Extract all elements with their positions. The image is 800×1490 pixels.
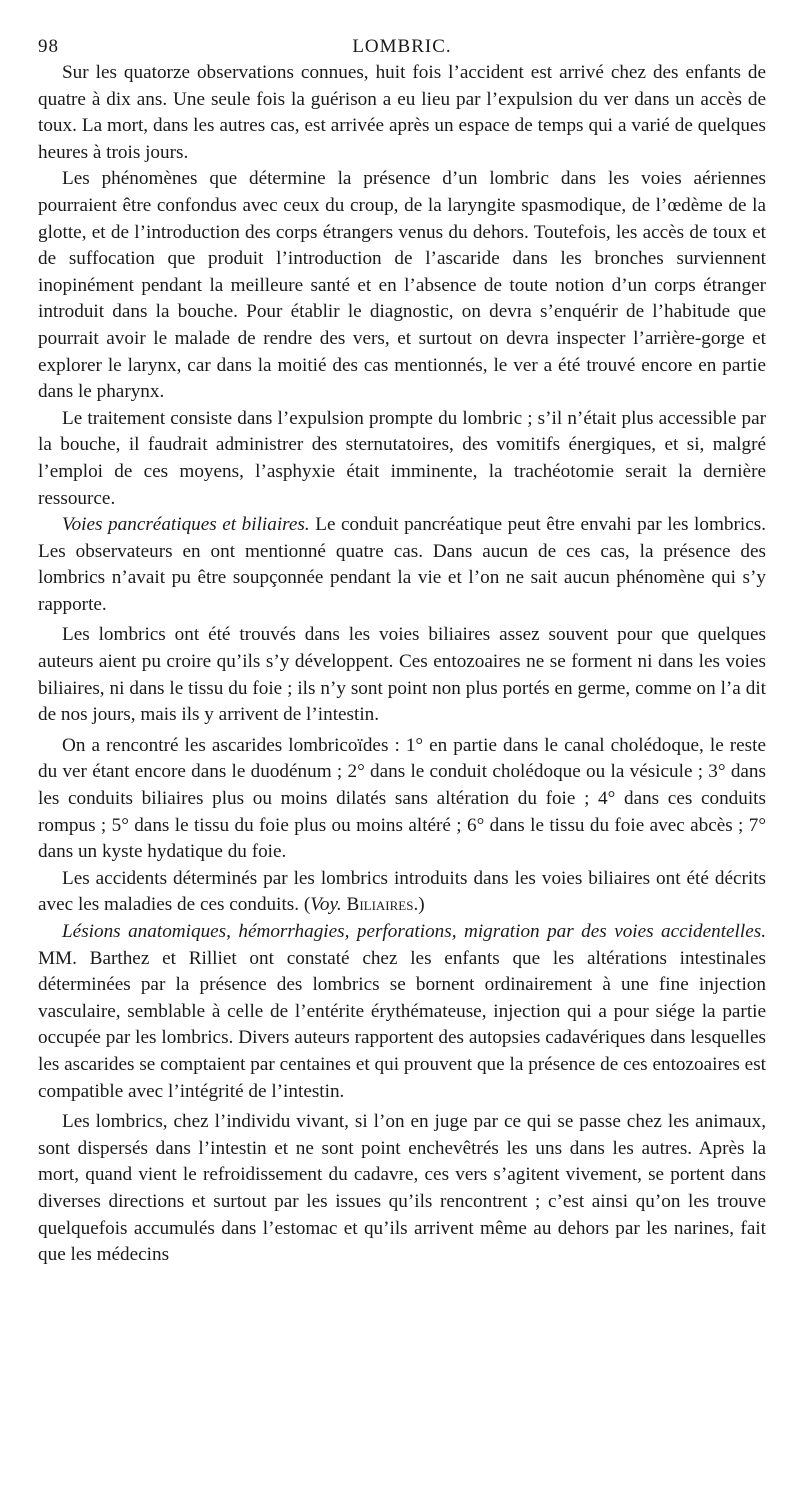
body-text: [38, 60, 766, 1269]
paragraph: [38, 866, 766, 919]
paragraph-text: Les accidents déterminés par les lombrics introduits dans les voies biliaires ont été décrits avec les maladies de ces conduits. (: [38, 867, 766, 916]
paragraph-text: Les phénomènes que détermine la présence d’un lombric dans les voies aériennes pourraient être confondus avec ceux du croup, de la laryngite spasmodique, de l’œdème de la glotte, et de l’introduction des corps étrangers venus du dehors. Toutefois, les accès de toux et de suffocation que produit l’introduction de l’ascaride dans les bronches surviennent inopinément pendant la meilleure santé et en l’absence de toute notion d’un corps étranger introduit dans la bouche. Pour établir le diagnostic, on devra s’enquérir de l’habitude que pourrait avoir le malade de rendre des vers, et surtout on devra inspecter l’arrière-gorge et explorer le larynx, car dans la moitié des cas mentionnés, le ver a été trouvé encore en partie dans le pharynx.: [38, 168, 766, 403]
cross-reference-voy: Voy.: [310, 894, 342, 916]
running-title: LOMBRIC.: [352, 36, 452, 57]
paragraph-text: Les lombrics ont été trouvés dans les voies biliaires assez souvent pour que quelques auteurs aient pu croire qu’ils s’y développent. Ces entozoaires ne se forment ni dans les voies biliaires, ni dans le tissu du foie ; ils n’y sont point non plus portés en germe, comme on l’a dit de nos jours, mais ils y arrivent de l’intestin.: [38, 624, 766, 726]
paragraph-text: Le conduit pancréatique peut être envahi par les lombrics. Les observateurs en ont mentionné quatre cas. Dans aucun de ces cas, la présence des lombrics n’avait pu être soupçonnée pendant la vie et l’on ne sait aucun phénomène qui s’y rapporte.: [38, 514, 766, 615]
cross-reference-target: Biliaires.: [346, 894, 419, 916]
paragraph-text: Le traitement consiste dans l’expulsion prompte du lombric ; s’il n’était plus accessible par la bouche, il faudrait administrer des sternutatoires, des vomitifs énergiques, et si, malgré l’emploi de ces moyens, l’asphyxie était imminente, la trachéotomie serait la dernière ressource.: [38, 407, 766, 509]
paragraph: [38, 166, 766, 405]
cross-reference-close: ): [418, 894, 425, 916]
page-header: [38, 30, 766, 60]
paragraph: [38, 622, 766, 728]
paragraph: [38, 406, 766, 512]
paragraph-text: MM. Barthez et Rilliet ont constaté chez les enfants que les altérations intestinales déterminées par la présence des lombrics se bornent ordinairement à une fine injection vasculaire, semblable à celle de l’entérite érythémateuse, injection qui a pour siége la partie occupée par les lombrics. Divers auteurs rapportent des autopsies cadavériques dans lesquelles les ascarides se comptaient par centaines et qui prouvent que la présence de ces entozoaires est compatible avec l’intégrité de l’intestin.: [38, 947, 766, 1102]
paragraph-text: Sur les quatorze observations connues, huit fois l’accident est arrivé chez des enfants de quatre à dix ans. Une seule fois la guérison a eu lieu par l’expulsion du ver dans un accès de toux. La mort, dans les autres cas, est arrivée après un espace de temps qui a varié de quelques heures à trois jours.: [38, 62, 766, 163]
page-number: 98: [38, 36, 59, 57]
section-lead: Voies pancréatiques et biliaires.: [62, 514, 310, 536]
paragraph: [38, 1109, 766, 1269]
paragraph-text: Les lombrics, chez l’individu vivant, si l’on en juge par ce qui se passe chez les animaux, sont dispersés dans l’intestin et ne sont point enchevêtrés les uns dans les autres. Après la mort, quand vient le refroidissement du cadavre, ces vers s’agitent vivement, se portent dans diverses directions et surtout par les issues qu’ils rencontrent ; c’est ainsi qu’on les trouve quelquefois accumulés dans l’estomac et qu’ils arrivent même au dehors par les narines, fait que les médecins: [38, 1111, 766, 1266]
paragraph: [38, 512, 766, 618]
paragraph: [38, 919, 766, 1105]
paragraph-text: On a rencontré les ascarides lombricoïdes : 1° en partie dans le canal cholédoque, le reste du ver étant encore dans le duodénum ; 2° dans le conduit cholédoque ou la vésicule ; 3° dans les conduits biliaires plus ou moins dilatés sans altération du foie ; 4° dans ces conduits rompus ; 5° dans le tissu du foie plus ou moins altéré ; 6° dans le tissu du foie avec abcès ; 7° dans un kyste hydatique du foie.: [38, 734, 766, 863]
paragraph: [38, 733, 766, 866]
section-lead: Lésions anatomiques, hémorrhagies, perforations, migration par des voies accidentelles.: [62, 921, 766, 942]
paragraph: [38, 60, 766, 166]
